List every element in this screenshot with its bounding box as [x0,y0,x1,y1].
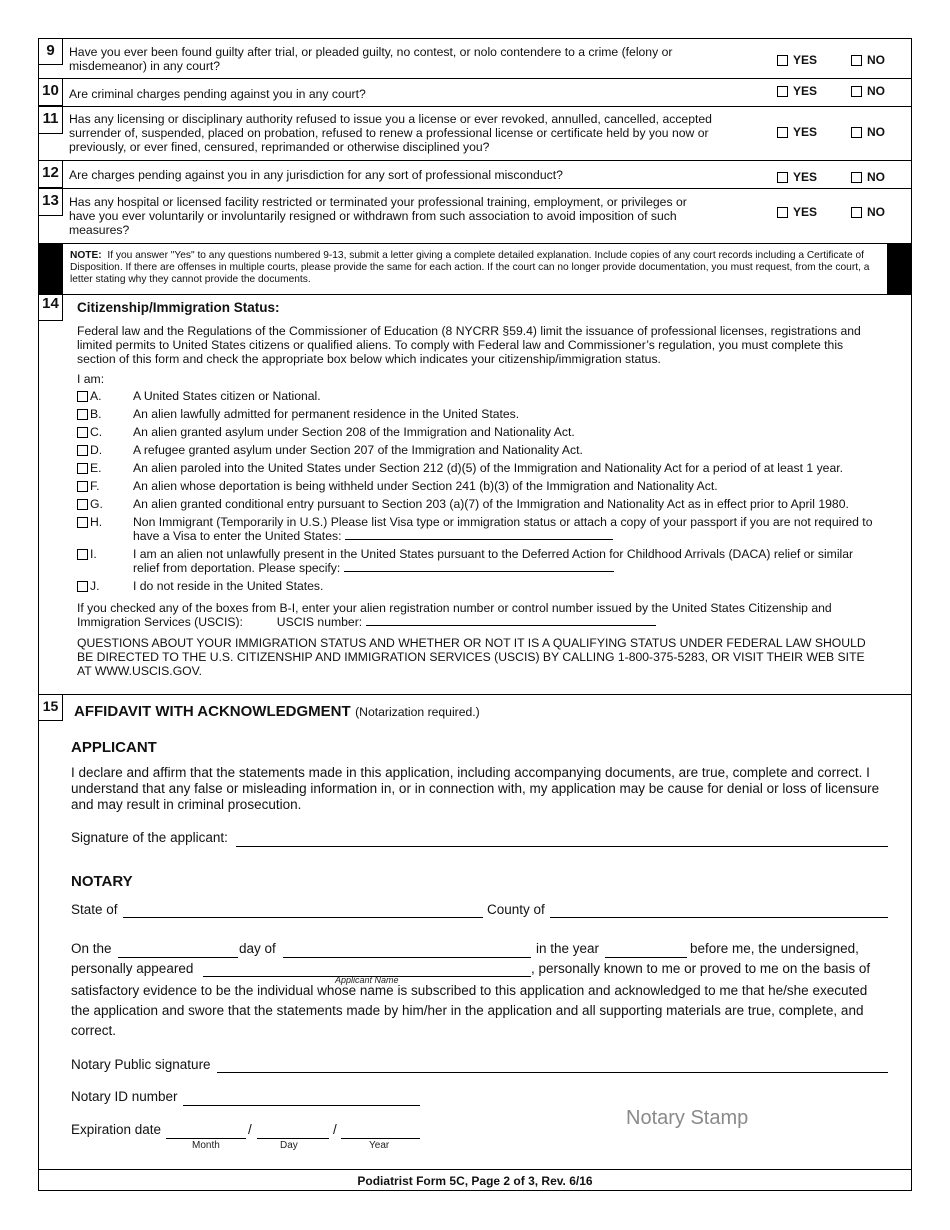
alien-registration-text [77,601,867,629]
section-14-intro: Federal law and the Regulations of the Commissioner of Education (8 NYCRR §59.4) limit the issuance of professional licenses, registrations and limited permits to United States citizens or qualified aliens. To comply with Federal law and Commissioner’s regulation, you must complete this section of this form and check the appropriate box below which indicates your citizenship/immigration status. [77,324,861,366]
option-checkbox[interactable] [77,499,88,510]
option-letter: B. [90,407,102,421]
question-number: 9 [39,39,63,65]
notary-id-field[interactable] [183,1105,420,1106]
section-number: 15 [39,695,63,721]
option-letter: D. [90,443,103,457]
option-checkbox[interactable] [77,427,88,438]
option-d[interactable] [77,443,877,457]
option-letter: F. [90,479,100,493]
month-caption: Month [192,1140,220,1151]
notary-signature-field[interactable] [217,1072,888,1073]
option-text: A refugee granted asylum under Section 207 of the Immigration and Nationality Act. [133,443,583,457]
yes-option[interactable] [777,170,817,184]
no-checkbox[interactable] [851,207,862,218]
no-option[interactable] [851,125,885,139]
notary-heading: NOTARY [71,873,133,890]
day-number-field[interactable] [118,957,238,958]
no-label: NO [867,125,885,139]
notary-stamp-label: Notary Stamp [626,1107,749,1129]
year-field[interactable] [605,957,687,958]
yes-label: YES [793,125,818,139]
slash: / [248,1122,252,1137]
option-a[interactable] [77,389,877,403]
option-j[interactable] [77,579,877,593]
question-number: 11 [39,107,63,134]
note-right-bar [887,244,911,294]
affidavit-title: AFFIDAVIT WITH ACKNOWLEDGMENT [74,703,351,720]
option-checkbox[interactable] [77,581,88,592]
no-label: NO [867,205,885,219]
personally-appeared-label: personally appeared [71,961,194,976]
option-checkbox[interactable] [77,517,88,528]
question-12-row [39,161,911,189]
question-10-row [39,79,911,107]
option-letter: C. [90,425,103,439]
yes-checkbox[interactable] [777,172,788,183]
option-text: An alien lawfully admitted for permanent residence in the United States. [133,407,520,421]
applicant-name-caption: Applicant Name [335,975,399,985]
option-text-wrap [133,547,873,575]
note-body: If you answer "Yes" to any questions numbered 9-13, submit a letter giving a complete detailed explanation. Include copies of any court records including a Certificate of Disposition. If there are offenses in multiple courts, please provide the same for each action. If the court can no longer provide documentation, you must request, from the court, a letter stating why they cannot provide the documents. [70,250,870,285]
daca-specify-field[interactable] [344,571,614,572]
section-15-heading [74,703,480,721]
affidavit-subtitle: (Notarization required.) [355,705,480,719]
no-checkbox[interactable] [851,55,862,66]
option-text: Non Immigrant (Temporarily in U.S.) Please list Visa type or immigration status or attach a copy of your passport if you are not required to have a Visa to enter the United States: [133,515,873,543]
option-letter: J. [90,579,100,593]
expiration-label: Expiration date [71,1122,162,1137]
section-15 [39,695,911,1170]
footer-text: Podiatrist Form 5C, Page 2 of 3, Rev. 6/16 [357,1174,593,1188]
visa-type-field[interactable] [345,539,613,540]
expiration-year-field[interactable] [341,1138,420,1139]
option-checkbox[interactable] [77,549,88,560]
option-i[interactable] [77,547,877,577]
expiration-month-field[interactable] [166,1138,246,1139]
state-label: State of [71,902,118,917]
yes-checkbox[interactable] [777,86,788,97]
section-14 [39,294,911,695]
yes-option[interactable] [777,205,817,219]
applicant-signature-field[interactable] [236,846,888,847]
no-option[interactable] [851,205,885,219]
option-text: An alien paroled into the United States under Section 212 (d)(5) of the Immigration and Nationality Act for a period of at least 1 year. [133,461,843,475]
i-am-label: I am: [77,372,105,386]
no-checkbox[interactable] [851,127,862,138]
note-box [39,244,911,295]
declaration-text: I declare and affirm that the statements made in this application, including accompanying documents, are true, complete and correct. I understand that any false or misleading information in, or in connection with, my application may be cause for denial or loss of licensure and may result in criminal prosecution. [71,765,880,812]
question-text: Has any hospital or licensed facility restricted or terminated your professional training, employment, or privileges or have you ever voluntarily or involuntarily resigned or withdrawn from such association to avoid imposition of such measures? [69,195,687,237]
question-text: Are charges pending against you in any jurisdiction for any sort of professional misconduct? [69,168,563,182]
applicant-heading: APPLICANT [71,739,157,756]
option-c[interactable] [77,425,877,439]
yes-label: YES [793,205,818,219]
no-label: NO [867,170,885,184]
slash: / [333,1122,337,1137]
option-checkbox[interactable] [77,409,88,420]
option-checkbox[interactable] [77,391,88,402]
yes-label: YES [793,84,818,98]
county-label: County of [487,902,545,917]
note-label: NOTE: [70,250,102,261]
question-number: 10 [39,79,63,106]
month-field[interactable] [283,957,531,958]
alien-registration-instructions: If you checked any of the boxes from B-I, enter your alien registration number or control number issued by the United States Citizenship and Immigration Services (USCIS): [77,601,832,629]
option-text: I do not reside in the United States. [133,579,324,593]
question-number: 12 [39,161,63,188]
yes-option[interactable] [777,84,817,98]
option-e[interactable] [77,461,877,475]
no-option[interactable] [851,53,885,67]
option-letter: I. [90,547,97,561]
question-number: 13 [39,189,63,216]
before-me-text: before me, the undersigned, [690,941,859,956]
option-checkbox[interactable] [77,463,88,474]
no-option[interactable] [851,170,885,184]
no-checkbox[interactable] [851,86,862,97]
section-number: 14 [39,294,63,321]
note-text [70,250,879,286]
option-text: I am an alien not unlawfully present in the United States pursuant to the Deferred Action for Childhood Arrivals (DACA) relief or similar relief from deportation. Please specify: [133,547,854,575]
no-label: NO [867,84,885,98]
yes-checkbox[interactable] [777,127,788,138]
option-text: An alien granted asylum under Section 208 of the Immigration and Nationality Act. [133,425,575,439]
question-11-row [39,107,911,161]
no-checkbox[interactable] [851,172,862,183]
question-13-row [39,189,911,244]
in-the-year-label: in the year [536,941,600,956]
no-option[interactable] [851,84,885,98]
yes-label: YES [793,53,818,67]
yes-option[interactable] [777,125,817,139]
on-the-label: On the [71,941,112,956]
option-letter: G. [90,497,103,511]
question-text: Has any licensing or disciplinary authority refused to issue you a license or ever revoked, annulled, cancelled, accepted surrender of, suspended, placed on probation, refused to renew a professional license or certificate held by you now or previously, or ever fined, censured, reprimanded or otherwise disciplined you? [69,112,712,154]
notary-paragraph-rest: satisfactory evidence to be the individual whose name is subscribed to this application and acknowledged to me that he/she executed the application and swore that the statements made by him/her in the application and all supporting materials are true, complete, and correct. [71,983,868,1038]
uscis-questions-text: QUESTIONS ABOUT YOUR IMMIGRATION STATUS AND WHETHER OR NOT IT IS A QUALIFYING STATUS UNDER FEDERAL LAW SHOULD BE DIRECTED TO THE U.S. CITIZENSHIP AND IMMIGRATION SERVICES (USCIS) BY CALLING 1-800-375-5283, OR VISIT THEIR WEB SITE AT WWW.USCIS.GOV. [77,636,866,678]
applicant-signature-label: Signature of the applicant: [71,830,228,845]
option-text: A United States citizen or National. [133,389,321,403]
personally-known-text: , personally known to me or proved to me on the basis of [531,961,871,976]
county-field[interactable] [550,917,888,918]
state-field[interactable] [123,917,483,918]
option-text: An alien granted conditional entry pursuant to Section 203 (a)(7) of the Immigration and Nationality Act as in effect prior to April 1980. [133,497,849,511]
year-caption: Year [369,1140,390,1151]
option-b[interactable] [77,407,877,421]
notary-id-label: Notary ID number [71,1089,178,1104]
option-g[interactable] [77,497,877,511]
option-letter: H. [90,515,103,529]
question-9-row [39,39,911,79]
question-text: Have you ever been found guilty after trial, or pleaded guilty, no contest, or nolo contendere to a crime (felony or misdemeanor) in any court? [69,45,673,73]
option-h[interactable] [77,515,877,545]
option-letter: A. [90,389,102,403]
expiration-day-field[interactable] [257,1138,329,1139]
no-label: NO [867,53,885,67]
day-of-label: day of [239,941,276,956]
form-page [38,38,912,1191]
day-caption: Day [280,1140,298,1151]
uscis-number-label: USCIS number: [276,615,363,629]
note-left-bar [39,244,63,294]
yes-label: YES [793,170,818,184]
section-14-title: Citizenship/Immigration Status: [77,300,280,315]
option-text-wrap [133,515,873,543]
question-text: Are criminal charges pending against you in any court? [69,87,366,101]
option-text: An alien whose deportation is being withheld under Section 241 (b)(3) of the Immigration and Nationality Act. [133,479,718,493]
yes-checkbox[interactable] [777,55,788,66]
option-letter: E. [90,461,102,475]
option-f[interactable] [77,479,877,493]
uscis-number-field[interactable] [366,625,656,626]
yes-checkbox[interactable] [777,207,788,218]
yes-option[interactable] [777,53,817,67]
notary-signature-label: Notary Public signature [71,1057,211,1072]
option-checkbox[interactable] [77,445,88,456]
option-checkbox[interactable] [77,481,88,492]
